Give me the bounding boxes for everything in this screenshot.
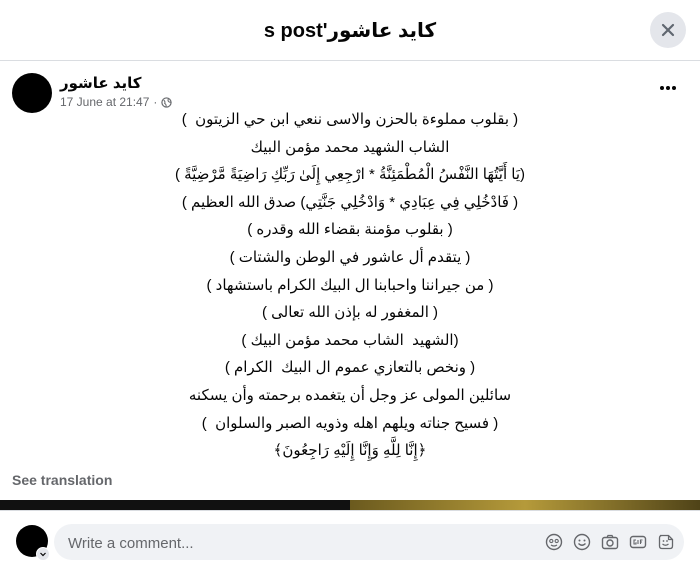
gif-button[interactable] <box>628 532 648 552</box>
avatar-sticker-icon <box>545 533 563 551</box>
more-icon <box>659 85 677 91</box>
comment-composer <box>0 510 700 578</box>
post-photo[interactable] <box>350 500 700 510</box>
post-text-line: (يَا أَيَّتُهَا النَّفْسُ الْمُطْمَئِنَّةُ * ارْجِعِي إِلَىٰ رَبِّكِ رَاضِيَةً مَّرْضِيَّةً ) <box>174 166 526 184</box>
camera-button[interactable] <box>600 532 620 552</box>
see-translation-link[interactable]: See translation <box>12 472 113 488</box>
post-date[interactable]: 17 June at 21:47 <box>60 95 150 109</box>
author-name[interactable]: كايد عاشور <box>60 75 142 92</box>
comment-actions <box>544 532 676 552</box>
avatar-sticker-button[interactable] <box>544 532 564 552</box>
sticker-icon <box>657 533 675 551</box>
more-options-button[interactable] <box>654 78 682 98</box>
profile-switch-badge[interactable] <box>36 547 50 561</box>
post-text-line: ( يتقدم أل عاشور في الوطن والشتات ) <box>229 248 471 266</box>
gif-icon <box>629 533 647 551</box>
emoji-button[interactable] <box>572 532 592 552</box>
post-text-line: ( ونخص بالتعازي عموم ال البيك الكرام ) <box>224 359 476 377</box>
comment-field[interactable] <box>54 524 684 560</box>
post-dialog-header <box>0 0 700 61</box>
post-text-line: ( فَادْخُلِي فِي عِبَادِي * وَادْخُلِي جَنَّتِي) صدق الله العظيم ) <box>181 193 519 211</box>
sticker-button[interactable] <box>656 532 676 552</box>
meta-separator: · <box>153 95 158 109</box>
dialog-title: كايد عاشور's post <box>263 19 437 42</box>
post-text-line: (الشهيد الشاب محمد مؤمن البيك ) <box>241 331 459 349</box>
post-text-line: ( فسيح جناته ويلهم اهله وذويه الصبر والسلوان ) <box>201 414 499 432</box>
post-text-line: الشاب الشهيد محمد مؤمن البيك <box>250 138 450 156</box>
close-button[interactable] <box>650 12 686 48</box>
close-icon <box>661 23 675 37</box>
comment-input[interactable] <box>66 524 540 562</box>
post-text-line: ( بقلوب مملوءة بالحزن والاسى ننعي ابن حي الزيتون ) <box>181 111 519 128</box>
post-text-line: ( المغفور له بإذن الله تعالى ) <box>261 304 439 322</box>
camera-icon <box>601 533 619 551</box>
post-media[interactable] <box>0 500 700 510</box>
post-text <box>12 106 688 465</box>
chevron-down-icon <box>39 550 47 558</box>
emoji-icon <box>573 533 591 551</box>
post-text-line: ( من جيراننا واحبابنا ال البيك الكرام باستشهاد ) <box>206 276 494 294</box>
post-text-line: سائلين المولى عز وجل أن يتغمده برحمته وأن يسكنه <box>188 386 512 404</box>
post-text-line: ( بقلوب مؤمنة بقضاء الله وقدره ) <box>247 221 453 239</box>
post-text-line: ﴿إِنَّا لِلَّهِ وَإِنَّا إِلَيْهِ رَاجِعُونَ﴾ <box>273 442 427 460</box>
